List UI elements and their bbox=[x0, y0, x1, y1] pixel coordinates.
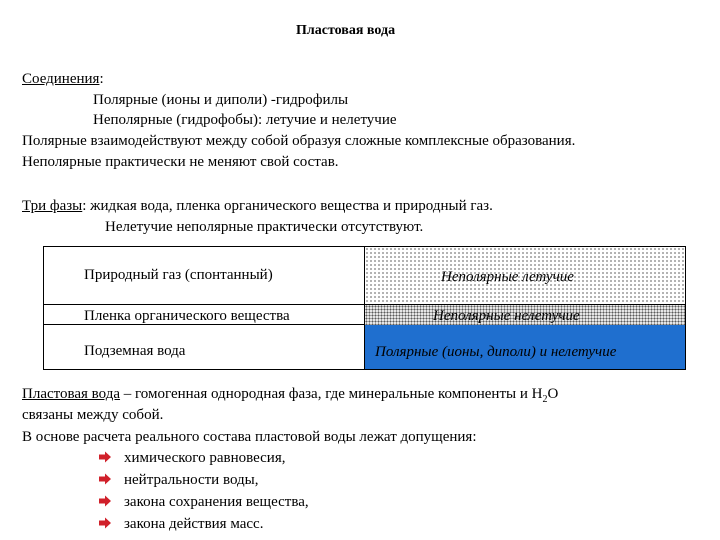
page-title: Пластовая вода bbox=[296, 23, 396, 38]
row-gas-label: Природный газ (спонтанный) bbox=[84, 267, 273, 283]
compounds-heading bbox=[22, 70, 104, 88]
definition-subscript: 2 bbox=[542, 394, 548, 405]
row-gas-property: Неполярные летучие bbox=[441, 269, 574, 285]
phases-line2: Нелетучие неполярные практически отсутствуют. bbox=[105, 219, 424, 235]
assumption-item: химического равновесия, bbox=[124, 450, 286, 466]
definition-term: Пластовая вода bbox=[22, 386, 121, 402]
phase-diagram bbox=[43, 246, 686, 370]
definition-line2: связаны между собой. bbox=[22, 407, 164, 423]
row-film-label: Пленка органического вещества bbox=[84, 308, 290, 324]
phases-text: : жидкая вода, пленка органического вещества и природный газ. bbox=[82, 198, 493, 214]
row-water-label: Подземная вода bbox=[84, 343, 186, 359]
compounds-colon: : bbox=[99, 71, 104, 87]
red-arrow-icon bbox=[98, 517, 112, 529]
compounds-line-polar: Полярные (ионы и диполи) -гидрофилы bbox=[93, 92, 349, 108]
red-arrow-icon bbox=[98, 495, 112, 507]
row-film-property: Неполярные нелетучие bbox=[433, 308, 580, 324]
definition-text-before: – гомогенная однородная фаза, где минеральные компоненты и H bbox=[120, 386, 543, 402]
red-arrow-icon bbox=[98, 473, 112, 485]
red-arrow-icon bbox=[98, 451, 112, 463]
phases-heading bbox=[22, 197, 493, 215]
row-water-property: Полярные (ионы, диполи) и нелетучие bbox=[375, 344, 617, 360]
definition-text-after: O bbox=[547, 386, 559, 402]
compounds-line-composition: Неполярные практически не меняют свой состав. bbox=[22, 154, 339, 170]
assumption-item: закона действия масс. bbox=[124, 516, 264, 532]
phases-label: Три фазы bbox=[22, 198, 83, 214]
row-divider-1 bbox=[44, 304, 685, 305]
compounds-line-interaction: Полярные взаимодействуют между собой образуя сложные комплексные образования. bbox=[22, 133, 576, 149]
compounds-line-nonpolar: Неполярные (гидрофобы): летучие и нелетучие bbox=[93, 112, 397, 128]
compounds-label: Соединения bbox=[22, 71, 100, 87]
assumption-item: закона сохранения вещества, bbox=[124, 494, 309, 510]
assumption-item: нейтральности воды, bbox=[124, 472, 259, 488]
definition-line3: В основе расчета реального состава пластовой воды лежат допущения: bbox=[22, 429, 477, 445]
